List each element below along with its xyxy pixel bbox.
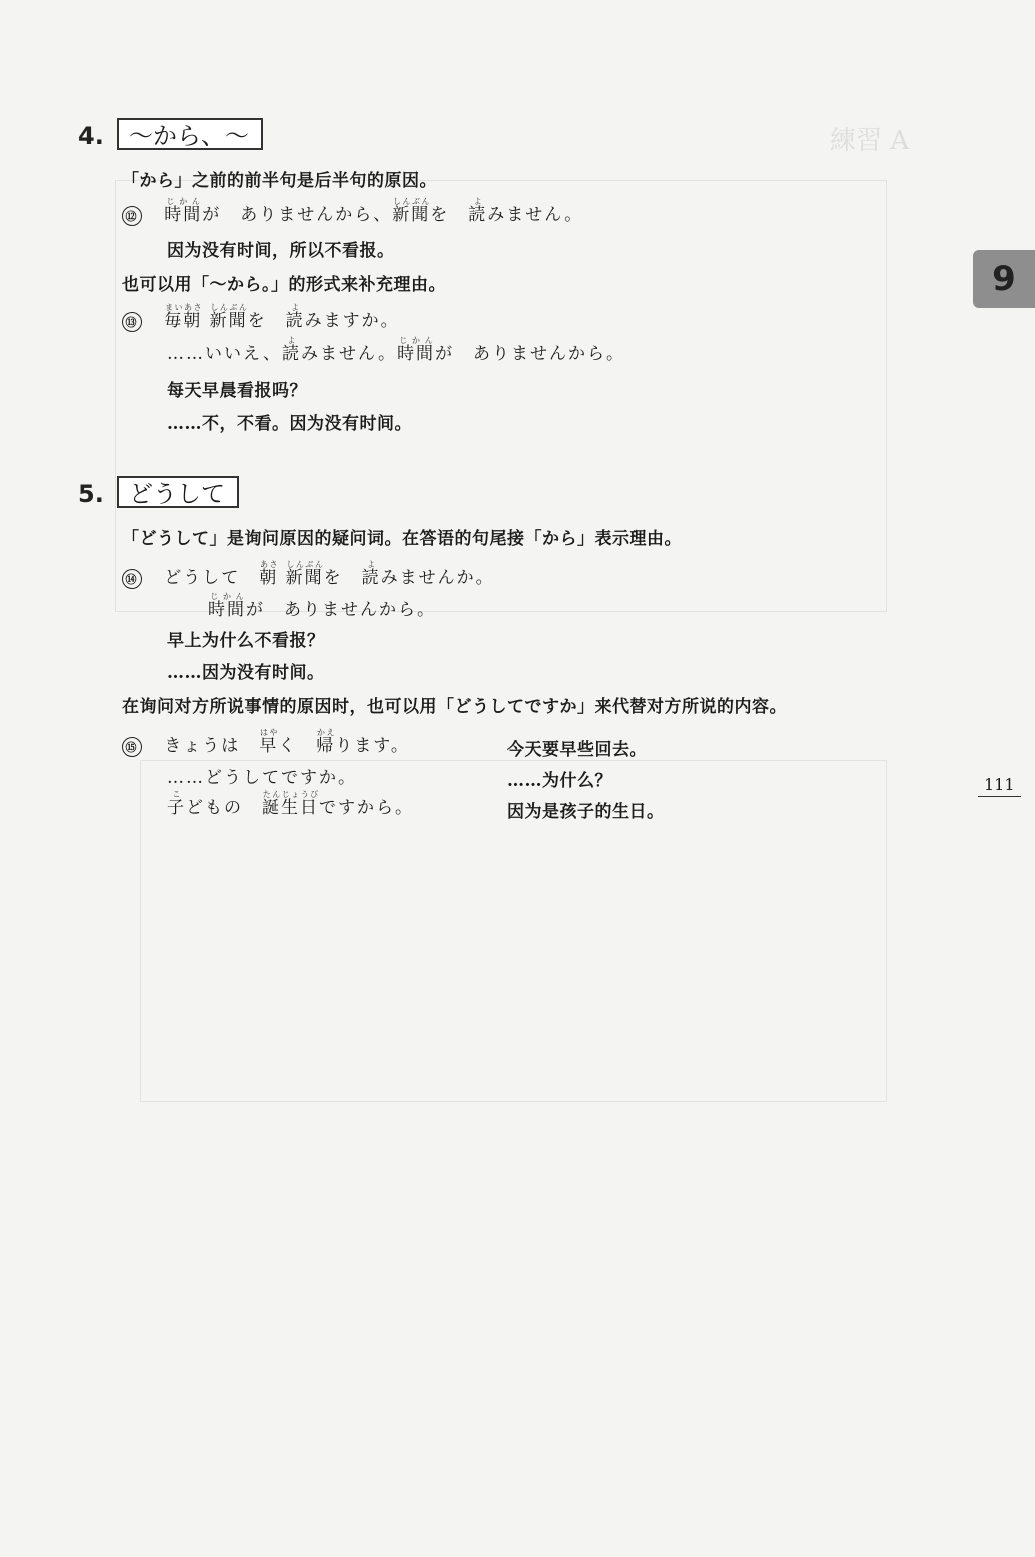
example-14-jp-answer [208, 592, 436, 620]
section-5-title: どうして [117, 476, 239, 508]
kanji-word: 早はや [259, 728, 279, 756]
example-12-jp [122, 197, 583, 226]
example-15-jp-line-1 [122, 728, 410, 757]
example-13-cn-answer: ……不，不看。因为没有时间。 [167, 414, 412, 434]
text-run: を [323, 568, 362, 588]
text-run: ですから。 [319, 798, 414, 818]
section-4-intro: 「から」之前的前半句是后半句的原因。 [122, 171, 437, 191]
text-run: く [278, 736, 317, 756]
kanji-word: 新聞しんぶん [392, 197, 431, 225]
example-14-jp-question [122, 560, 495, 589]
kanji-word: 読よ [282, 336, 302, 364]
kanji-word: 読よ [285, 303, 305, 331]
section-4-note: 也可以用「～から。」的形式来补充理由。 [122, 275, 446, 295]
example-number: ⑫ [122, 206, 142, 226]
text-run: みませんか。 [380, 568, 495, 588]
chapter-tab: 9 [973, 250, 1035, 308]
kanji-word: 帰かえ [316, 728, 336, 756]
section-5-note: 在询问对方所说事情的原因时，也可以用「どうしてですか」来代替对方所说的内容。 [122, 697, 787, 717]
kanji-word: 時間じかん [164, 197, 203, 225]
kanji-word: 子こ [167, 790, 186, 818]
text-run: どもの [186, 798, 262, 818]
text-run: が ありませんから。 [246, 600, 436, 620]
section-5-intro: 「どうして」是询问原因的疑问词。在答语的句尾接「から」表示理由。 [122, 529, 682, 549]
kanji-word: 読よ [361, 560, 381, 588]
kanji-word: 新聞しんぶん [209, 303, 248, 331]
section-4-number: 4. [78, 122, 104, 150]
text-run: みますか。 [304, 311, 400, 331]
text-run: みません。 [301, 344, 398, 364]
text-run: ります。 [335, 736, 410, 756]
text-run: が ありませんから、 [202, 205, 393, 225]
example-number: ⑭ [122, 569, 142, 589]
example-14-cn-question: 早上为什么不看报？ [167, 631, 325, 651]
example-12-cn: 因为没有时间，所以不看报。 [167, 241, 395, 261]
text-run: が ありませんから。 [435, 344, 626, 364]
section-5-number: 5. [78, 480, 104, 508]
kanji-word: 誕生日たんじょうび [262, 790, 319, 818]
kanji-word: 時間じかん [397, 336, 436, 364]
kanji-word: 朝あさ [259, 560, 279, 588]
kanji-word: 読よ [468, 197, 488, 225]
example-13-cn-question: 每天早晨看报吗？ [167, 381, 307, 401]
example-number: ⑮ [122, 737, 142, 757]
kanji-word: 時間じかん [208, 592, 246, 620]
kanji-word: 毎朝まいあさ [164, 303, 203, 331]
page-number: 111 [978, 775, 1021, 797]
example-15-cn-line-2: ……为什么？ [507, 771, 612, 791]
section-4-title: ～から、～ [117, 118, 263, 150]
example-15-jp-line-3 [167, 790, 414, 818]
example-15-cn-line-1: 今天要早些回去。 [507, 740, 647, 760]
kanji-word: 新聞しんぶん [285, 560, 324, 588]
text-run: きょうは [164, 736, 260, 756]
text-run: どうして [164, 568, 260, 588]
example-13-jp-answer [167, 336, 625, 364]
text-run: ……いいえ、 [167, 344, 283, 364]
example-number: ⑬ [122, 312, 142, 332]
text-run: を [247, 311, 286, 331]
example-15-cn-line-3: 因为是孩子的生日。 [507, 802, 665, 822]
bleed-through-text: 練習 A [830, 126, 910, 156]
text-run: みません。 [487, 205, 584, 225]
example-13-jp-question [122, 303, 400, 332]
example-15-jp-line-2: ……どうしてですか。 [167, 768, 357, 788]
text-run: を [430, 205, 469, 225]
example-14-cn-answer: ……因为没有时间。 [167, 663, 325, 683]
